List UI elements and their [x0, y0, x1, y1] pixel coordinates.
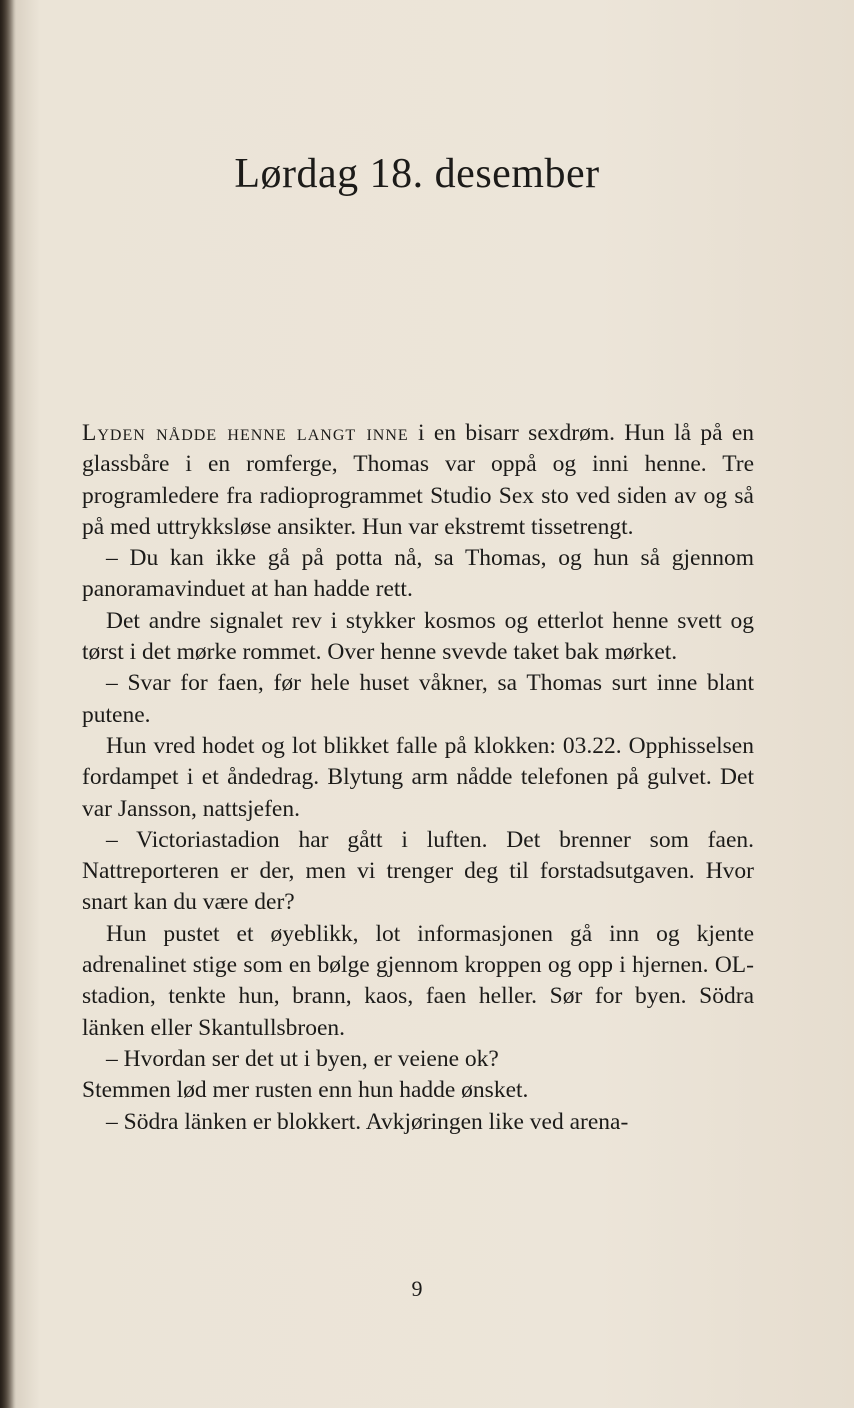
paragraph: Det andre signalet rev i stykker kosmos og etterlot henne svett og tørst i det mørke rommet. Over henne svevde taket bak mørket. — [82, 607, 754, 666]
paragraph: Stemmen lød mer rusten enn hun hadde ønsket. — [82, 1077, 529, 1104]
paragraph: – Svar for faen, før hele huset våkner, sa Thomas surt inne blant putene. — [82, 670, 754, 728]
chapter-title: Lørdag 18. desember — [234, 151, 600, 197]
paragraph: – Södra länken er blokkert. Avkjøringen like ved arena- — [106, 1108, 629, 1135]
paragraph: – Hvordan ser det ut i byen, er veiene ok? — [106, 1045, 499, 1072]
paragraph — [82, 418, 754, 543]
paragraph: – Victoriastadion har gått i luften. Det brenner som faen. Nattreporteren er der, men vi trenger deg til forstadsutgaven. Hvor snart kan du være der? — [82, 826, 754, 916]
paragraph: – Du kan ikke gå på potta nå, sa Thomas, og hun så gjennom panoramavinduet at han hadde rett. — [82, 545, 754, 603]
opening-smallcaps: Lyden nådde henne langt inne — [82, 420, 409, 446]
chapter-body — [82, 418, 754, 1138]
paragraph: Hun vred hodet og lot blikket falle på klokken: 03.22. Opphisselsen fordampet i et åndedrag. Blytung arm nådde telefonen på gulvet. Det var Jansson, nattsjefen. — [82, 732, 754, 822]
paragraph: Hun pustet et øyeblikk, lot informasjonen gå inn og kjente adrenalinet stige som en bølge gjennom kroppen og opp i hjernen. OL-stadion, tenkte hun, brann, kaos, faen heller. Sør for byen. Södra länken eller Skantullsbroen. — [82, 920, 754, 1041]
page-number: 9 — [411, 1276, 423, 1301]
book-spine-shadow — [0, 0, 16, 1408]
paragraph-text: i en bisarr sexdrøm. Hun lå på en glassbåre i en romferge, Thomas var oppå og inni henne. Tre programledere fra radioprogrammet Studio Sex sto ved siden av og så på med uttrykksløse ansikter. Hun var ekstremt tissetrengt. — [82, 420, 755, 540]
